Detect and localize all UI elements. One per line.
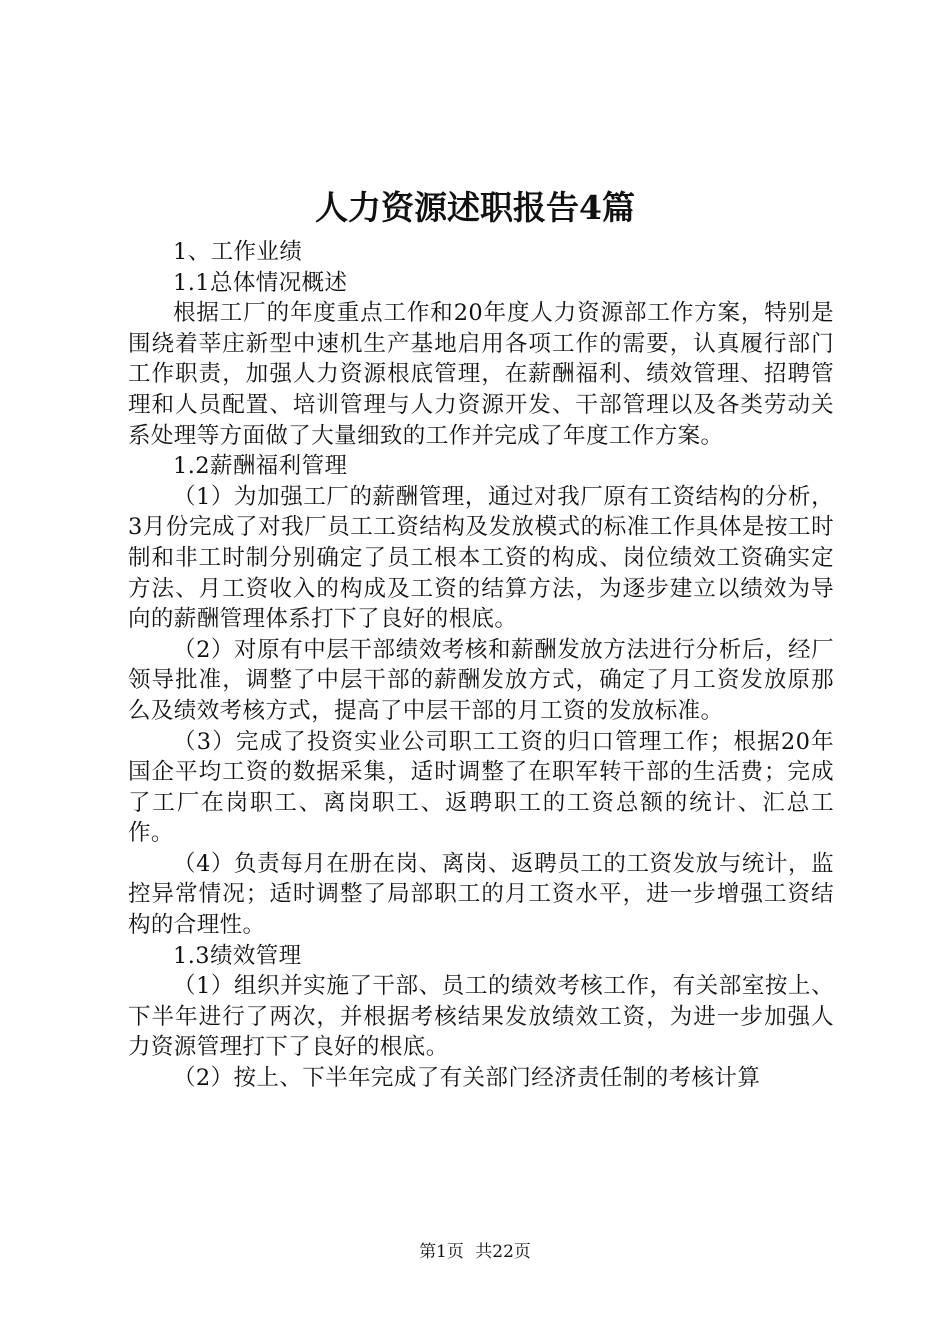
subsection-heading: 1.1总体情况概述	[173, 269, 348, 296]
subsection-heading: 1.3绩效管理	[173, 942, 302, 969]
document-title: 人力资源述职报告4篇	[315, 188, 635, 227]
subsection-heading: 1.2薪酬福利管理	[173, 453, 348, 480]
page-total: 共22页	[475, 1242, 531, 1262]
body-paragraph: （2）对原有中层干部绩效考核和薪酬发放方法进行分析后，经厂领导批准，调整了中层干部的薪酬发放方式，确定了月工资发放原那么及绩效考核方式，提高了中层干部的月工资的发放标准。	[128, 636, 834, 724]
document-body	[128, 237, 834, 1094]
body-paragraph: （3）完成了投资实业公司职工工资的归口管理工作；根据20年国企平均工资的数据采集，适时调整了在职军转干部的生活费；完成了工厂在岗职工、离岗职工、返聘职工的工资总额的统计、汇总工作。	[128, 728, 834, 847]
section-heading: 1、工作业绩	[173, 239, 303, 265]
page-number: 第1页	[419, 1242, 464, 1262]
body-paragraph: 根据工厂的年度重点工作和20年度人力资源部工作方案，特别是围绕着莘庄新型中速机生产基地启用各项工作的需要，认真履行部门工作职责，加强人力资源根底管理，在薪酬福利、绩效管理、招聘管理和人员配置、培训管理与人力资源开发、干部管理以及各类劳动关系处理等方面做了大量细致的工作并完成了年度工作方案。	[128, 300, 834, 449]
body-paragraph: （2）按上、下半年完成了有关部门经济责任制的考核计算	[173, 1065, 761, 1092]
body-paragraph: （1）为加强工厂的薪酬管理，通过对我厂原有工资结构的分析，3月份完成了对我厂员工工资结构及发放模式的标准工作具体是按工时制和非工时制分别确定了员工根本工资的构成、岗位绩效工资确实定方法、月工资收入的构成及工资的结算方法，为逐步建立以绩效为导向的薪酬管理体系打下了良好的根底。	[128, 483, 834, 633]
page-footer	[0, 1240, 950, 1264]
body-paragraph: （1）组织并实施了干部、员工的绩效考核工作，有关部室按上、下半年进行了两次，并根据考核结果发放绩效工资，为进一步加强人力资源管理打下了良好的根底。	[128, 973, 834, 1061]
body-paragraph: （4）负责每月在册在岗、离岗、返聘员工的工资发放与统计，监控异常情况；适时调整了局部职工的月工资水平，进一步增强工资结构的合理性。	[128, 850, 834, 939]
